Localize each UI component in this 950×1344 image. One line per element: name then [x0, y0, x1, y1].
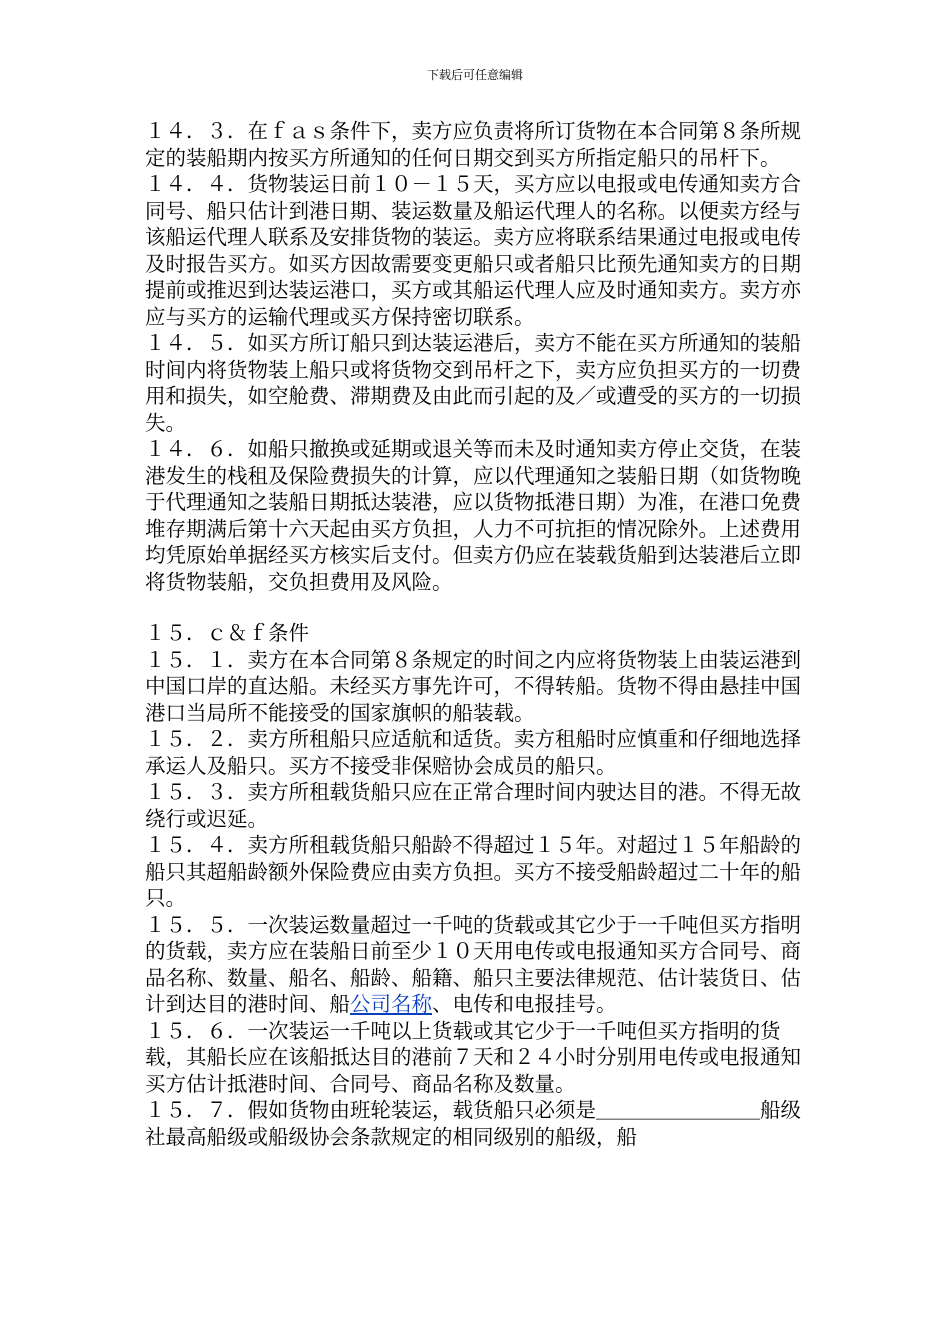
clause-15-3: １５．３．卖方所租载货船只应在正常合理时间内驶达目的港。不得无故绕行或迟延。: [145, 780, 801, 831]
clause-14-3: １４．３．在ｆａｓ条件下，卖方应负责将所订货物在本合同第８条所规定的装船期内按买方所通知的任何日期交到买方所指定船只的吊杆下。: [145, 119, 801, 170]
clause-15-7: １５．７．假如货物由班轮装运，载货船只必须是＿＿＿＿＿＿＿＿船级社最高船级或船级协会条款规定的相同级别的船级，船: [145, 1098, 801, 1149]
section-15-heading: １５．ｃ＆ｆ条件: [145, 621, 309, 645]
clause-15-5-text-before: １５．５．一次装运数量超过一千吨的货载或其它少于一千吨但买方指明的货载，卖方应在装船日前至少１０天用电传或电报通知买方合同号、商品名称、数量、船名、船龄、船籍、船只主要法律规范、估计装货日、估计到达目的港时间、船: [145, 912, 801, 1016]
clause-15-5-text-after: 、电传和电报挂号。: [432, 992, 617, 1016]
clause-15-2: １５．２．卖方所租船只应适航和适货。卖方租船时应慎重和仔细地选择承运人及船只。买方不接受非保赔协会成员的船只。: [145, 727, 801, 778]
clause-14-6: １４．６．如船只撤换或延期或退关等而未及时通知卖方停止交货，在装港发生的栈租及保险费损失的计算，应以代理通知之装船日期（如货物晚于代理通知之装船日期抵达装港，应以货物抵港日期）为准，在港口免费堆存期满后第十六天起由买方负担，人力不可抗拒的情况除外。上述费用均凭原始单据经买方核实后支付。但卖方仍应在装载货船到达装港后立即将货物装船，交负担费用及风险。: [145, 437, 801, 594]
clause-15-1: １５．１．卖方在本合同第８条规定的时间之内应将货物装上由装运港到中国口岸的直达船。未经买方事先许可，不得转船。货物不得由悬挂中国港口当局所不能接受的国家旗帜的船装载。: [145, 647, 801, 725]
clause-15-5: [145, 912, 815, 1018]
clause-15-4: １５．４．卖方所租载货船只船龄不得超过１５年。对超过１５年船龄的船只其超船龄额外保险费应由卖方负担。买方不接受船龄超过二十年的船只。: [145, 833, 801, 910]
company-name-link[interactable]: 公司名称: [350, 992, 432, 1016]
document-body: [145, 118, 815, 1150]
clause-14-5: １４．５．如买方所订船只到达装运港后，卖方不能在买方所通知的装船时间内将货物装上船只或将货物交到吊杆之下，卖方应负担买方的一切费用和损失，如空舱费、滞期费及由此而引起的及／或遭受的买方的一切损失。: [145, 331, 801, 435]
clause-15-6: １５．６．一次装运一千吨以上货载或其它少于一千吨但买方指明的货载，其船长应在该船抵达目的港前７天和２４小时分别用电传或电报通知买方估计抵港时间、合同号、商品名称及数量。: [145, 1018, 801, 1096]
clause-14-4: １４．４．货物装运日前１０－１５天，买方应以电报或电传通知卖方合同号、船只估计到港日期、装运数量及船运代理人的名称。以便卖方经与该船运代理人联系及安排货物的装运。卖方应将联系结果通过电报或电传及时报告买方。如买方因故需要变更船只或者船只比预先通知卖方的日期提前或推迟到达装运港口，买方或其船运代理人应及时通知卖方。卖方亦应与买方的运输代理或买方保持密切联系。: [145, 172, 801, 329]
page-header: 下载后可任意编辑: [426, 68, 523, 82]
